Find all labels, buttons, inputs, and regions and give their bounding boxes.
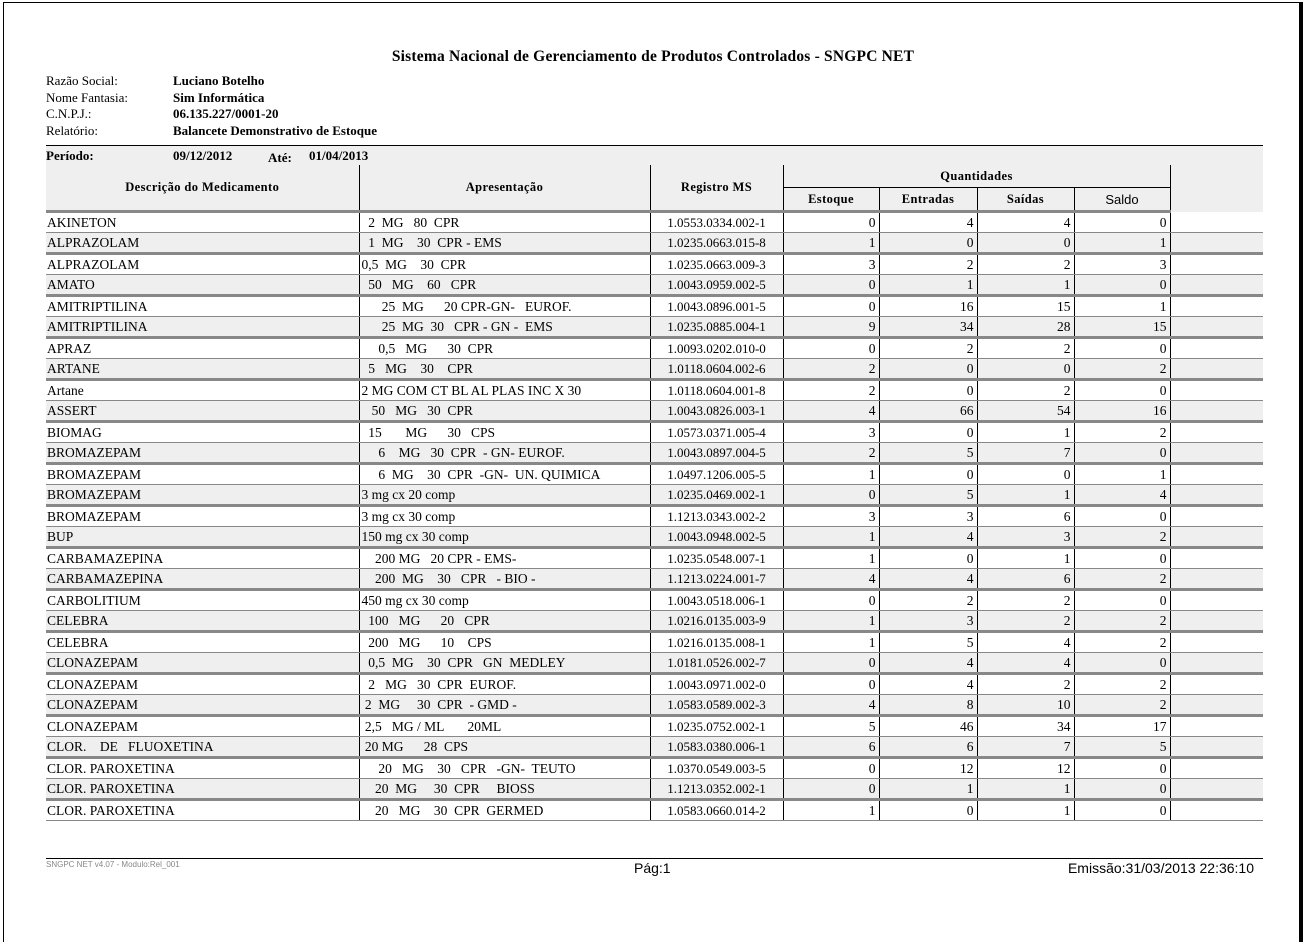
cell-registro: 1.0235.0885.004-1 (650, 317, 783, 338)
header-registro: Registro MS (650, 165, 783, 212)
cell-registro: 1.0573.0371.005-4 (650, 422, 783, 443)
cell-estoque: 0 (783, 758, 879, 779)
cell-apresentacao: 20 MG 30 CPR BIOSS (359, 779, 650, 800)
cell-registro: 1.0497.1206.005-5 (650, 464, 783, 485)
cell-estoque: 4 (783, 569, 879, 590)
table-row (46, 401, 1263, 422)
cell-blank (1170, 296, 1263, 317)
cell-saldo: 2 (1074, 527, 1170, 548)
cell-saidas: 7 (977, 443, 1074, 464)
period-bar (46, 145, 1263, 166)
cell-saidas: 7 (977, 737, 1074, 758)
footer-module: SNGPC NET v4.07 - Modulo:Rel_001 (46, 860, 180, 869)
period-start: 09/12/2012 (173, 148, 233, 163)
cell-apresentacao: 2 MG 30 CPR EUROF. (359, 674, 650, 695)
cell-registro: 1.0118.0604.001-8 (650, 380, 783, 401)
cell-entradas: 16 (879, 296, 977, 317)
cell-apresentacao: 2 MG COM CT BL AL PLAS INC X 30 (359, 380, 650, 401)
period-end: 01/04/2013 (309, 148, 369, 163)
info-row-razao-social (46, 73, 377, 90)
table-row (46, 548, 1263, 569)
cell-descricao: AMITRIPTILINA (46, 296, 359, 317)
cell-entradas: 34 (879, 317, 977, 338)
cell-estoque: 1 (783, 632, 879, 653)
cell-saidas: 6 (977, 506, 1074, 527)
table-row (46, 464, 1263, 485)
cell-blank (1170, 674, 1263, 695)
cell-entradas: 4 (879, 527, 977, 548)
cell-apresentacao: 6 MG 30 CPR -GN- UN. QUIMICA (359, 464, 650, 485)
cell-saldo: 1 (1074, 233, 1170, 254)
cell-saidas: 54 (977, 401, 1074, 422)
cell-blank (1170, 464, 1263, 485)
table-row (46, 800, 1263, 821)
info-row-nome-fantasia (46, 90, 377, 107)
table-row (46, 296, 1263, 317)
header-quantidades: Quantidades (783, 165, 1170, 188)
footer-page-number: Pág:1 (634, 860, 671, 876)
cell-apresentacao: 15 MG 30 CPS (359, 422, 650, 443)
cell-estoque: 3 (783, 506, 879, 527)
cell-blank (1170, 359, 1263, 380)
cell-estoque: 1 (783, 611, 879, 632)
cell-estoque: 1 (783, 548, 879, 569)
cell-registro: 1.0181.0526.002-7 (650, 653, 783, 674)
cell-descricao: CARBOLITIUM (46, 590, 359, 611)
cell-descricao: BROMAZEPAM (46, 443, 359, 464)
header-blank (1170, 165, 1263, 212)
cell-entradas: 4 (879, 674, 977, 695)
cell-saldo: 0 (1074, 338, 1170, 359)
cell-estoque: 9 (783, 317, 879, 338)
cell-blank (1170, 443, 1263, 464)
cell-apresentacao: 200 MG 20 CPR - EMS- (359, 548, 650, 569)
cell-entradas: 1 (879, 779, 977, 800)
cell-apresentacao: 3 mg cx 30 comp (359, 506, 650, 527)
cell-descricao: AMATO (46, 275, 359, 296)
cell-blank (1170, 254, 1263, 275)
cell-entradas: 0 (879, 233, 977, 254)
cell-apresentacao: 2 MG 80 CPR (359, 212, 650, 233)
cell-apresentacao: 0,5 MG 30 CPR (359, 338, 650, 359)
cell-blank (1170, 737, 1263, 758)
header-descricao: Descrição do Medicamento (46, 165, 359, 212)
cell-descricao: BROMAZEPAM (46, 485, 359, 506)
cell-entradas: 2 (879, 590, 977, 611)
cell-estoque: 1 (783, 527, 879, 548)
cell-apresentacao: 150 mg cx 30 comp (359, 527, 650, 548)
cell-apresentacao: 25 MG 30 CPR - GN - EMS (359, 317, 650, 338)
cell-descricao: CLONAZEPAM (46, 716, 359, 737)
cell-saidas: 3 (977, 527, 1074, 548)
cell-blank (1170, 317, 1263, 338)
cell-saldo: 2 (1074, 359, 1170, 380)
info-label: Razão Social: (46, 73, 118, 88)
info-value: Sim Informática (173, 89, 265, 105)
cell-entradas: 0 (879, 380, 977, 401)
cell-blank (1170, 695, 1263, 716)
table-body (46, 212, 1263, 821)
cell-descricao: BIOMAG (46, 422, 359, 443)
cell-saldo: 2 (1074, 674, 1170, 695)
cell-saidas: 12 (977, 758, 1074, 779)
cell-saidas: 2 (977, 380, 1074, 401)
cell-blank (1170, 779, 1263, 800)
cell-registro: 1.0118.0604.002-6 (650, 359, 783, 380)
cell-saldo: 0 (1074, 758, 1170, 779)
cell-registro: 1.0043.0948.002-5 (650, 527, 783, 548)
cell-descricao: CLONAZEPAM (46, 674, 359, 695)
cell-saidas: 2 (977, 254, 1074, 275)
cell-apresentacao: 20 MG 30 CPR -GN- TEUTO (359, 758, 650, 779)
cell-descricao: AKINETON (46, 212, 359, 233)
cell-blank (1170, 716, 1263, 737)
cell-registro: 1.1213.0224.001-7 (650, 569, 783, 590)
cell-entradas: 3 (879, 506, 977, 527)
table-row (46, 422, 1263, 443)
cell-blank (1170, 758, 1263, 779)
table-row (46, 485, 1263, 506)
cell-apresentacao: 3 mg cx 20 comp (359, 485, 650, 506)
cell-entradas: 0 (879, 422, 977, 443)
cell-registro: 1.1213.0352.002-1 (650, 779, 783, 800)
cell-saldo: 5 (1074, 737, 1170, 758)
cell-descricao: AMITRIPTILINA (46, 317, 359, 338)
cell-saldo: 0 (1074, 275, 1170, 296)
cell-estoque: 0 (783, 653, 879, 674)
cell-registro: 1.0235.0752.002-1 (650, 716, 783, 737)
table-row (46, 359, 1263, 380)
table-row (46, 338, 1263, 359)
cell-apresentacao: 6 MG 30 CPR - GN- EUROF. (359, 443, 650, 464)
cell-descricao: Artane (46, 380, 359, 401)
cell-descricao: ASSERT (46, 401, 359, 422)
info-value: 06.135.227/0001-20 (173, 106, 279, 121)
cell-registro: 1.0043.0896.001-5 (650, 296, 783, 317)
table-row (46, 443, 1263, 464)
cell-registro: 1.0235.0663.009-3 (650, 254, 783, 275)
cell-descricao: APRAZ (46, 338, 359, 359)
cell-saidas: 34 (977, 716, 1074, 737)
cell-saidas: 1 (977, 779, 1074, 800)
cell-registro: 1.0216.0135.003-9 (650, 611, 783, 632)
cell-saidas: 4 (977, 653, 1074, 674)
cell-blank (1170, 527, 1263, 548)
cell-saidas: 1 (977, 422, 1074, 443)
cell-saldo: 4 (1074, 485, 1170, 506)
cell-saidas: 4 (977, 212, 1074, 233)
cell-estoque: 4 (783, 401, 879, 422)
table-row (46, 569, 1263, 590)
cell-estoque: 0 (783, 779, 879, 800)
footer-divider (46, 858, 1263, 859)
cell-saldo: 0 (1074, 653, 1170, 674)
cell-descricao: CARBAMAZEPINA (46, 548, 359, 569)
table-row (46, 737, 1263, 758)
cell-saidas: 10 (977, 695, 1074, 716)
cell-entradas: 4 (879, 653, 977, 674)
cell-saidas: 4 (977, 632, 1074, 653)
cell-registro: 1.0043.0971.002-0 (650, 674, 783, 695)
info-row-relatorio (46, 123, 377, 140)
table-row (46, 674, 1263, 695)
cell-entradas: 46 (879, 716, 977, 737)
table-row (46, 611, 1263, 632)
cell-estoque: 2 (783, 359, 879, 380)
cell-apresentacao: 5 MG 30 CPR (359, 359, 650, 380)
cell-saidas: 1 (977, 485, 1074, 506)
cell-entradas: 1 (879, 275, 977, 296)
cell-estoque: 0 (783, 338, 879, 359)
cell-saldo: 0 (1074, 380, 1170, 401)
table-row (46, 506, 1263, 527)
cell-registro: 1.0235.0548.007-1 (650, 548, 783, 569)
table-row (46, 632, 1263, 653)
cell-registro: 1.0043.0826.003-1 (650, 401, 783, 422)
header-estoque: Estoque (783, 188, 879, 212)
cell-estoque: 0 (783, 296, 879, 317)
cell-apresentacao: 0,5 MG 30 CPR GN MEDLEY (359, 653, 650, 674)
cell-entradas: 12 (879, 758, 977, 779)
cell-descricao: CLOR. PAROXETINA (46, 800, 359, 821)
cell-estoque: 1 (783, 800, 879, 821)
footer-emission: Emissão:31/03/2013 22:36:10 (1067, 860, 1254, 876)
cell-blank (1170, 590, 1263, 611)
cell-estoque: 2 (783, 380, 879, 401)
cell-saidas: 1 (977, 800, 1074, 821)
cell-apresentacao: 50 MG 60 CPR (359, 275, 650, 296)
cell-blank (1170, 569, 1263, 590)
cell-saldo: 1 (1074, 464, 1170, 485)
cell-blank (1170, 485, 1263, 506)
cell-estoque: 1 (783, 233, 879, 254)
cell-descricao: ALPRAZOLAM (46, 254, 359, 275)
cell-saldo: 0 (1074, 506, 1170, 527)
cell-estoque: 0 (783, 590, 879, 611)
info-value: Luciano Botelho (173, 73, 265, 88)
cell-apresentacao: 25 MG 20 CPR-GN- EUROF. (359, 296, 650, 317)
cell-apresentacao: 0,5 MG 30 CPR (359, 254, 650, 275)
cell-descricao: ARTANE (46, 359, 359, 380)
cell-blank (1170, 233, 1263, 254)
period-until-label: Até: (268, 150, 292, 165)
cell-registro: 1.0043.0897.004-5 (650, 443, 783, 464)
cell-saldo: 2 (1074, 632, 1170, 653)
cell-entradas: 5 (879, 485, 977, 506)
cell-registro: 1.0583.0660.014-2 (650, 800, 783, 821)
cell-entradas: 5 (879, 443, 977, 464)
period-label: Período: (46, 148, 94, 163)
cell-registro: 1.0043.0959.002-5 (650, 275, 783, 296)
cell-saldo: 0 (1074, 212, 1170, 233)
cell-descricao: CLOR. PAROXETINA (46, 758, 359, 779)
cell-entradas: 6 (879, 737, 977, 758)
company-info (46, 73, 377, 139)
header-saidas: Saídas (977, 188, 1074, 212)
cell-descricao: BUP (46, 527, 359, 548)
cell-registro: 1.0553.0334.002-1 (650, 212, 783, 233)
cell-apresentacao: 1 MG 30 CPR - EMS (359, 233, 650, 254)
cell-apresentacao: 100 MG 20 CPR (359, 611, 650, 632)
info-row-cnpj (46, 106, 377, 123)
table-row (46, 380, 1263, 401)
cell-apresentacao: 2 MG 30 CPR - GMD - (359, 695, 650, 716)
cell-descricao: CLONAZEPAM (46, 653, 359, 674)
cell-apresentacao: 200 MG 10 CPS (359, 632, 650, 653)
table-row (46, 317, 1263, 338)
table-row (46, 527, 1263, 548)
cell-registro: 1.0216.0135.008-1 (650, 632, 783, 653)
cell-saidas: 6 (977, 569, 1074, 590)
cell-estoque: 0 (783, 212, 879, 233)
cell-entradas: 3 (879, 611, 977, 632)
cell-blank (1170, 548, 1263, 569)
cell-entradas: 66 (879, 401, 977, 422)
info-value: Balancete Demonstrativo de Estoque (173, 122, 378, 138)
info-label: C.N.P.J.: (46, 106, 92, 121)
cell-saidas: 1 (977, 275, 1074, 296)
cell-entradas: 4 (879, 212, 977, 233)
cell-saldo: 2 (1074, 569, 1170, 590)
info-label: Relatório: (46, 122, 98, 138)
cell-saidas: 0 (977, 359, 1074, 380)
cell-entradas: 5 (879, 632, 977, 653)
cell-descricao: CELEBRA (46, 611, 359, 632)
cell-apresentacao: 2,5 MG / ML 20ML (359, 716, 650, 737)
cell-entradas: 2 (879, 338, 977, 359)
cell-blank (1170, 800, 1263, 821)
stock-table (46, 165, 1263, 821)
cell-saidas: 2 (977, 590, 1074, 611)
cell-descricao: CLOR. DE FLUOXETINA (46, 737, 359, 758)
cell-estoque: 0 (783, 674, 879, 695)
cell-entradas: 2 (879, 254, 977, 275)
cell-saidas: 2 (977, 674, 1074, 695)
cell-estoque: 3 (783, 254, 879, 275)
cell-descricao: CLOR. PAROXETINA (46, 779, 359, 800)
cell-registro: 1.0370.0549.003-5 (650, 758, 783, 779)
cell-blank (1170, 611, 1263, 632)
cell-apresentacao: 450 mg cx 30 comp (359, 590, 650, 611)
header-entradas: Entradas (879, 188, 977, 212)
cell-estoque: 3 (783, 422, 879, 443)
cell-saldo: 2 (1074, 422, 1170, 443)
cell-apresentacao: 50 MG 30 CPR (359, 401, 650, 422)
cell-saidas: 2 (977, 611, 1074, 632)
cell-saldo: 17 (1074, 716, 1170, 737)
cell-descricao: CARBAMAZEPINA (46, 569, 359, 590)
table-row (46, 779, 1263, 800)
cell-estoque: 6 (783, 737, 879, 758)
cell-blank (1170, 275, 1263, 296)
cell-registro: 1.1213.0343.002-2 (650, 506, 783, 527)
info-label: Nome Fantasia: (46, 89, 128, 105)
cell-blank (1170, 401, 1263, 422)
cell-estoque: 0 (783, 275, 879, 296)
header-apresentacao: Apresentação (359, 165, 650, 212)
cell-estoque: 5 (783, 716, 879, 737)
table-row (46, 254, 1263, 275)
cell-saldo: 2 (1074, 611, 1170, 632)
cell-apresentacao: 200 MG 30 CPR - BIO - (359, 569, 650, 590)
cell-saldo: 1 (1074, 296, 1170, 317)
cell-saidas: 0 (977, 233, 1074, 254)
cell-blank (1170, 380, 1263, 401)
cell-saldo: 15 (1074, 317, 1170, 338)
table-row (46, 275, 1263, 296)
table-row (46, 233, 1263, 254)
cell-saidas: 28 (977, 317, 1074, 338)
report-title: Sistema Nacional de Gerenciamento de Produtos Controlados - SNGPC NET (391, 48, 915, 65)
cell-entradas: 8 (879, 695, 977, 716)
header-saldo: Saldo (1074, 188, 1170, 212)
cell-saldo: 2 (1074, 695, 1170, 716)
cell-entradas: 4 (879, 569, 977, 590)
cell-entradas: 0 (879, 800, 977, 821)
cell-registro: 1.0093.0202.010-0 (650, 338, 783, 359)
cell-saldo: 0 (1074, 548, 1170, 569)
table-row (46, 695, 1263, 716)
cell-saidas: 2 (977, 338, 1074, 359)
cell-saldo: 0 (1074, 443, 1170, 464)
cell-blank (1170, 422, 1263, 443)
cell-blank (1170, 506, 1263, 527)
cell-estoque: 0 (783, 485, 879, 506)
cell-saldo: 0 (1074, 779, 1170, 800)
cell-entradas: 0 (879, 548, 977, 569)
cell-registro: 1.0583.0380.006-1 (650, 737, 783, 758)
table-row (46, 716, 1263, 737)
cell-descricao: CELEBRA (46, 632, 359, 653)
table-row (46, 212, 1263, 233)
cell-saldo: 3 (1074, 254, 1170, 275)
cell-estoque: 2 (783, 443, 879, 464)
cell-blank (1170, 212, 1263, 233)
cell-saldo: 0 (1074, 800, 1170, 821)
cell-saldo: 0 (1074, 590, 1170, 611)
cell-estoque: 4 (783, 695, 879, 716)
cell-apresentacao: 20 MG 28 CPS (359, 737, 650, 758)
cell-apresentacao: 20 MG 30 CPR GERMED (359, 800, 650, 821)
cell-registro: 1.0235.0663.015-8 (650, 233, 783, 254)
cell-saidas: 0 (977, 464, 1074, 485)
cell-blank (1170, 653, 1263, 674)
cell-entradas: 0 (879, 464, 977, 485)
cell-descricao: ALPRAZOLAM (46, 233, 359, 254)
cell-saldo: 16 (1074, 401, 1170, 422)
cell-blank (1170, 338, 1263, 359)
cell-descricao: BROMAZEPAM (46, 464, 359, 485)
table-row (46, 758, 1263, 779)
cell-saidas: 15 (977, 296, 1074, 317)
cell-registro: 1.0043.0518.006-1 (650, 590, 783, 611)
cell-descricao: CLONAZEPAM (46, 695, 359, 716)
cell-registro: 1.0235.0469.002-1 (650, 485, 783, 506)
cell-descricao: BROMAZEPAM (46, 506, 359, 527)
cell-entradas: 0 (879, 359, 977, 380)
table-row (46, 653, 1263, 674)
table-row (46, 590, 1263, 611)
cell-blank (1170, 632, 1263, 653)
cell-saidas: 1 (977, 548, 1074, 569)
cell-estoque: 1 (783, 464, 879, 485)
cell-registro: 1.0583.0589.002-3 (650, 695, 783, 716)
